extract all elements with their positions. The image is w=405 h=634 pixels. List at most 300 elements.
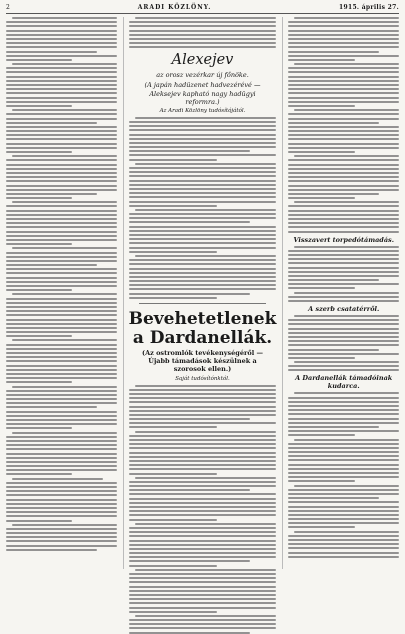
text-line: [6, 515, 117, 517]
text-line: [288, 147, 399, 149]
text-line: [129, 581, 277, 583]
text-line: [6, 130, 117, 132]
text-line: [294, 292, 399, 294]
text-line: [288, 455, 399, 457]
text-line: [6, 381, 72, 383]
text-line: [6, 243, 72, 245]
body-text: [129, 385, 277, 634]
text-line: [12, 109, 117, 111]
text-line: [129, 280, 277, 282]
text-line: [288, 328, 399, 330]
text-line: [129, 586, 277, 588]
text-line: [129, 452, 277, 454]
text-line: [288, 405, 399, 407]
text-line: [6, 38, 117, 40]
text-line: [6, 264, 97, 266]
text-line: [6, 289, 72, 291]
text-line: [6, 46, 117, 48]
text-line: [129, 121, 277, 123]
text-line: [6, 113, 117, 115]
text-line: [6, 193, 97, 195]
text-line: [6, 461, 117, 463]
text-line: [288, 180, 399, 182]
text-line: [6, 469, 117, 471]
text-line: [129, 393, 277, 395]
text-line: [6, 453, 117, 455]
text-line: [129, 473, 218, 475]
text-line: [129, 443, 277, 445]
text-line: [6, 226, 117, 228]
text-line: [288, 254, 399, 256]
column-2: [123, 17, 277, 569]
text-line: [288, 340, 399, 342]
text-line: [129, 25, 277, 27]
text-line: [6, 67, 117, 69]
text-line: [129, 30, 277, 32]
body-text: [129, 117, 277, 299]
text-line: [288, 76, 399, 78]
text-line: [288, 105, 354, 107]
text-line: [6, 427, 72, 429]
text-line: [135, 209, 277, 211]
text-line: [129, 447, 277, 449]
text-line: [6, 365, 117, 367]
paper-title: ARADI KÖZLÖNY.: [137, 4, 212, 11]
text-line: [129, 46, 277, 48]
text-line: [129, 401, 277, 403]
text-line: [135, 569, 277, 571]
text-line: [12, 201, 117, 203]
text-line: [129, 519, 218, 521]
text-line: [288, 518, 399, 520]
column-3: [282, 17, 399, 569]
text-line: [6, 176, 117, 178]
text-line: [129, 34, 277, 36]
article-subheadline: az orosz vezérkar új főnöke.: [156, 71, 249, 80]
text-line: [288, 287, 354, 289]
text-line: [129, 598, 277, 600]
text-line: [6, 268, 117, 270]
text-line: [6, 423, 117, 425]
text-line: [6, 402, 117, 404]
text-line: [288, 489, 399, 491]
text-line: [6, 327, 117, 329]
text-line: [129, 268, 277, 270]
text-line: [288, 34, 399, 36]
text-line: [6, 503, 117, 505]
text-line: [12, 478, 103, 480]
text-line: [6, 440, 117, 442]
text-line: [288, 30, 399, 32]
text-line: [288, 418, 399, 420]
text-line: [6, 277, 117, 279]
text-line: [129, 439, 277, 441]
text-line: [6, 356, 117, 358]
text-line: [6, 159, 117, 161]
text-line: [129, 590, 277, 592]
text-line: [6, 151, 72, 153]
text-line: [129, 456, 277, 458]
text-line: [129, 226, 277, 228]
text-line: [129, 426, 218, 428]
issue-date: 1915. április 27.: [339, 4, 399, 11]
text-line: [6, 42, 117, 44]
text-line: [6, 138, 117, 140]
text-line: [288, 476, 399, 478]
text-line: [6, 197, 72, 199]
text-line: [288, 464, 399, 466]
text-line: [288, 296, 399, 298]
text-line: [294, 201, 399, 203]
text-line: [6, 134, 117, 136]
text-line: [6, 419, 117, 421]
text-line: [129, 288, 277, 290]
text-line: [129, 251, 218, 253]
text-line: [6, 545, 117, 547]
text-line: [6, 281, 117, 283]
text-line: [129, 422, 277, 424]
text-line: [135, 431, 277, 433]
text-line: [6, 80, 117, 82]
text-line: [6, 507, 117, 509]
text-line: [288, 547, 399, 549]
text-line: [6, 272, 117, 274]
text-line: [6, 390, 117, 392]
text-line: [135, 523, 277, 525]
text-line: [6, 126, 117, 128]
text-line: [6, 323, 117, 325]
text-line: [129, 201, 277, 203]
text-line: [288, 113, 399, 115]
article-deck: (A japán hadüzenet hadvezérévé — Aleksejev kapható nagy hadügyi reformra.): [144, 81, 261, 106]
text-line: [129, 627, 277, 629]
text-line: [288, 55, 399, 57]
text-line: [6, 360, 117, 362]
text-line: [129, 263, 277, 265]
text-line: [129, 544, 277, 546]
columns: [6, 17, 399, 569]
text-line: [6, 352, 117, 354]
text-line: [288, 80, 399, 82]
text-line: [288, 84, 399, 86]
text-line: [288, 168, 399, 170]
text-line: [288, 25, 399, 27]
text-line: [6, 168, 117, 170]
text-line: [129, 418, 250, 420]
text-line: [129, 192, 277, 194]
text-line: [129, 552, 277, 554]
text-line: [129, 435, 277, 437]
text-line: [129, 506, 277, 508]
text-line: [294, 155, 399, 157]
text-line: [288, 422, 399, 424]
text-line: [135, 615, 277, 617]
article-headline: Bevehetetlenek a Dardanellák.: [128, 308, 277, 348]
text-line: [288, 176, 399, 178]
text-line: [6, 239, 117, 241]
text-line: [288, 426, 379, 428]
text-line: [294, 315, 399, 317]
text-line: [129, 611, 218, 613]
text-line: [129, 468, 277, 470]
text-line: [129, 276, 277, 278]
text-line: [288, 267, 399, 269]
text-line: [288, 349, 379, 351]
text-line: [6, 369, 117, 371]
text-line: [12, 247, 117, 249]
text-line: [288, 480, 354, 482]
text-line: [288, 344, 399, 346]
text-line: [288, 231, 399, 233]
text-line: [6, 21, 117, 23]
text-line: [129, 297, 218, 299]
text-line: [135, 17, 277, 19]
text-line: [135, 163, 277, 165]
text-line: [288, 262, 399, 264]
text-line: [288, 319, 399, 321]
text-line: [288, 71, 399, 73]
text-line: [129, 577, 277, 579]
text-line: [288, 357, 354, 359]
text-line: [6, 105, 72, 107]
text-line: [129, 397, 277, 399]
text-line: [288, 443, 399, 445]
text-line: [129, 573, 277, 575]
text-line: [129, 619, 277, 621]
text-line: [288, 88, 399, 90]
text-line: [288, 130, 399, 132]
body-text: [288, 246, 399, 302]
text-line: [129, 221, 250, 223]
text-line: [288, 468, 399, 470]
text-line: [6, 394, 117, 396]
text-line: [288, 210, 399, 212]
text-line: [288, 336, 399, 338]
text-line: [129, 234, 277, 236]
text-line: [129, 238, 277, 240]
text-line: [129, 485, 277, 487]
article-headline: Alexejev: [171, 52, 234, 69]
text-line: [6, 25, 117, 27]
text-line: [288, 172, 399, 174]
text-line: [288, 535, 399, 537]
text-line: [6, 536, 117, 538]
text-line: [288, 97, 399, 99]
text-line: [6, 189, 117, 191]
text-line: [6, 335, 72, 337]
text-line: [6, 465, 117, 467]
text-line: [12, 432, 117, 434]
text-line: [288, 459, 399, 461]
text-line: [288, 38, 399, 40]
section-headline: Visszavert torpedótámadás.: [293, 235, 394, 244]
text-line: [288, 539, 399, 541]
text-line: [129, 142, 277, 144]
text-line: [288, 353, 399, 355]
text-line: [129, 560, 250, 562]
article-deck: (Az ostromlók tevékenységéről — Újabb támadások készülnek a szorosok ellen.): [142, 349, 263, 374]
text-line: [288, 413, 399, 415]
text-line: [129, 129, 277, 131]
text-line: [129, 154, 277, 156]
text-line: [129, 527, 277, 529]
text-line: [6, 331, 117, 333]
text-line: [6, 436, 117, 438]
text-line: [6, 210, 117, 212]
text-line: [288, 258, 399, 260]
text-line: [288, 552, 399, 554]
text-line: [288, 279, 379, 281]
text-line: [6, 101, 117, 103]
text-line: [6, 222, 117, 224]
text-line: [6, 411, 117, 413]
text-line: [129, 230, 277, 232]
text-line: [288, 283, 399, 285]
text-line: [288, 214, 399, 216]
text-line: [6, 298, 117, 300]
text-line: [129, 594, 277, 596]
text-line: [6, 302, 117, 304]
text-line: [135, 477, 277, 479]
text-line: [288, 332, 399, 334]
body-text: [288, 17, 399, 233]
text-line: [6, 180, 117, 182]
text-line: [288, 122, 379, 124]
text-line: [129, 535, 277, 537]
text-line: [288, 205, 399, 207]
text-line: [129, 510, 277, 512]
text-line: [288, 197, 354, 199]
text-line: [129, 42, 277, 44]
text-line: [288, 510, 399, 512]
text-line: [129, 247, 277, 249]
text-line: [288, 118, 399, 120]
text-line: [6, 444, 117, 446]
text-line: [129, 184, 277, 186]
text-line: [129, 623, 277, 625]
text-line: [12, 386, 117, 388]
text-line: [288, 46, 399, 48]
text-line: [129, 272, 277, 274]
text-line: [6, 172, 117, 174]
text-line: [288, 430, 399, 432]
text-line: [6, 520, 72, 522]
text-line: [288, 59, 354, 61]
text-line: [288, 134, 399, 136]
text-line: [129, 146, 277, 148]
text-line: [294, 531, 399, 533]
text-line: [129, 410, 277, 412]
text-line: [288, 497, 379, 499]
text-line: [12, 63, 117, 65]
text-line: [294, 485, 399, 487]
text-line: [129, 464, 277, 466]
text-line: [288, 447, 399, 449]
text-line: [288, 501, 399, 503]
text-line: [135, 385, 277, 387]
text-line: [129, 138, 277, 140]
text-line: [288, 300, 399, 302]
text-line: [288, 185, 399, 187]
text-line: [129, 481, 277, 483]
text-line: [6, 549, 97, 551]
text-line: [294, 439, 399, 441]
section-headline: A szerb csatatérről.: [308, 305, 380, 313]
text-line: [288, 42, 399, 44]
text-line: [6, 122, 97, 124]
text-line: [6, 256, 117, 258]
text-line: [288, 126, 399, 128]
text-line: [288, 369, 399, 371]
text-line: [288, 543, 399, 545]
text-line: [6, 310, 117, 312]
text-line: [129, 188, 277, 190]
text-line: [129, 460, 277, 462]
text-line: [129, 493, 277, 495]
text-line: [288, 164, 399, 166]
masthead: [6, 4, 399, 14]
page-number: 2: [6, 4, 11, 11]
text-line: [6, 97, 117, 99]
text-line: [294, 392, 399, 394]
column-1: [6, 17, 117, 569]
text-line: [6, 218, 117, 220]
text-line: [6, 205, 117, 207]
text-line: [6, 231, 117, 233]
text-line: [6, 314, 117, 316]
text-line: [288, 226, 399, 228]
text-line: [129, 150, 250, 152]
text-line: [288, 493, 399, 495]
text-line: [288, 159, 399, 161]
text-line: [129, 213, 277, 215]
text-line: [288, 250, 399, 252]
text-line: [129, 167, 277, 169]
text-line: [129, 414, 277, 416]
text-line: [288, 323, 399, 325]
text-line: [6, 348, 117, 350]
text-line: [6, 143, 117, 145]
text-line: [6, 84, 117, 86]
text-line: [6, 448, 117, 450]
text-line: [129, 502, 277, 504]
text-line: [288, 222, 399, 224]
text-line: [288, 409, 399, 411]
text-line: [6, 511, 117, 513]
text-line: [6, 59, 72, 61]
text-line: [129, 242, 277, 244]
text-line: [6, 319, 117, 321]
text-line: [294, 109, 399, 111]
body-text: [288, 392, 399, 557]
text-line: [288, 556, 399, 558]
text-line: [288, 67, 399, 69]
text-line: [288, 193, 379, 195]
text-line: [129, 548, 277, 550]
text-line: [129, 171, 277, 173]
text-line: [288, 151, 354, 153]
text-line: [6, 490, 117, 492]
article-byline: Az Aradi Közlöny tudósítójától.: [159, 107, 246, 114]
text-line: [288, 365, 399, 367]
text-line: [12, 155, 117, 157]
text-line: [288, 92, 399, 94]
text-line: [129, 196, 277, 198]
text-line: [288, 522, 399, 524]
text-line: [6, 415, 117, 417]
divider: [139, 303, 267, 304]
text-line: [6, 398, 117, 400]
